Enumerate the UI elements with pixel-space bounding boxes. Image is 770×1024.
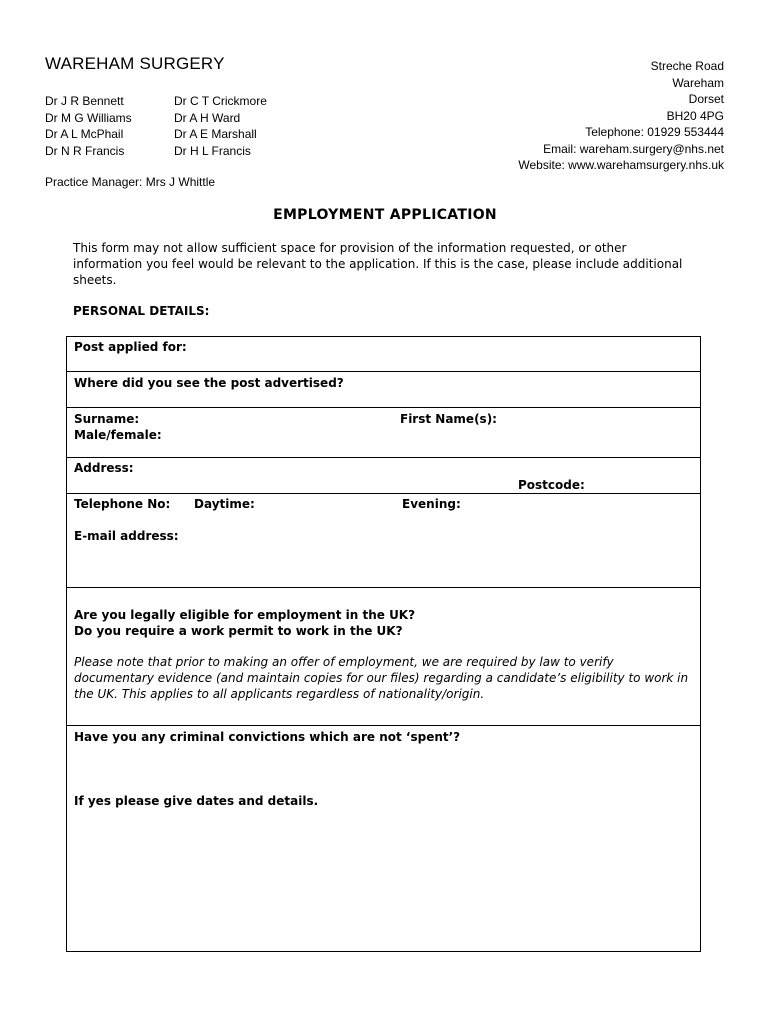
evening-phone-field[interactable]: Evening: bbox=[402, 497, 461, 511]
doctor-name: Dr A H Ward bbox=[174, 110, 241, 125]
doctor-name: Dr C T Crickmore bbox=[174, 94, 267, 108]
doctors-list-right bbox=[174, 93, 267, 159]
surname-field[interactable]: Surname: bbox=[74, 412, 140, 426]
address-line: Wareham bbox=[672, 75, 724, 90]
address-line: Streche Road bbox=[650, 59, 724, 73]
first-names-field[interactable]: First Name(s): bbox=[400, 412, 497, 426]
row-divider bbox=[66, 587, 701, 588]
website-line: Website: www.warehamsurgery.nhs.uk bbox=[518, 158, 724, 172]
doctor-name: Dr A L McPhail bbox=[45, 127, 124, 141]
doctor-name: Dr A E Marshall bbox=[174, 127, 257, 141]
row-divider bbox=[66, 725, 701, 726]
doctor-name: Dr H L Francis bbox=[174, 143, 251, 158]
sex-field[interactable]: Male/female: bbox=[74, 428, 162, 442]
eligibility-note: Please note that prior to making an offer of employment, we are required by law to verify documentary evidence (and maintain copies for our files) regarding a candidate’s eligibility to work in the UK. This applies to all applicants regardless of nationality/origin. bbox=[74, 655, 689, 701]
daytime-phone-field[interactable]: Daytime: bbox=[194, 497, 255, 511]
practice-address bbox=[518, 58, 724, 174]
postcode-field[interactable]: Postcode: bbox=[518, 478, 585, 492]
email-line: Email: wareham.surgery@nhs.net bbox=[543, 141, 724, 156]
row-divider bbox=[66, 407, 701, 408]
address-line: Dorset bbox=[688, 92, 724, 106]
post-applied-field[interactable]: Post applied for: bbox=[74, 340, 187, 354]
doctors-list-left bbox=[45, 93, 132, 159]
row-divider bbox=[66, 493, 701, 494]
form-title: EMPLOYMENT APPLICATION bbox=[273, 207, 497, 223]
telephone-label: Telephone No: bbox=[74, 497, 171, 511]
email-field[interactable]: E-mail address: bbox=[74, 529, 179, 543]
doctor-name: Dr M G Williams bbox=[45, 110, 132, 125]
work-permit-question[interactable]: Do you require a work permit to work in the UK? bbox=[74, 624, 403, 638]
section-heading: PERSONAL DETAILS: bbox=[73, 304, 210, 318]
address-line: BH20 4PG bbox=[666, 108, 724, 123]
form-intro: This form may not allow sufficient space for provision of the information requested, or other information you feel would be relevant to the application. If this is the case, please include additional sheets. bbox=[73, 241, 683, 287]
doctor-name: Dr N R Francis bbox=[45, 143, 125, 158]
doctor-name: Dr J R Bennett bbox=[45, 94, 124, 108]
where-advertised-field[interactable]: Where did you see the post advertised? bbox=[74, 376, 344, 390]
telephone-line: Telephone: 01929 553444 bbox=[585, 125, 724, 139]
practice-manager: Practice Manager: Mrs J Whittle bbox=[45, 175, 216, 189]
convictions-question[interactable]: Have you any criminal convictions which are not ‘spent’? bbox=[74, 730, 461, 744]
row-divider bbox=[66, 457, 701, 458]
row-divider bbox=[66, 371, 701, 372]
practice-name: WAREHAM SURGERY bbox=[45, 54, 225, 73]
address-field[interactable]: Address: bbox=[74, 461, 134, 475]
convictions-details-field[interactable]: If yes please give dates and details. bbox=[74, 794, 319, 808]
eligibility-question[interactable]: Are you legally eligible for employment in the UK? bbox=[74, 608, 416, 622]
